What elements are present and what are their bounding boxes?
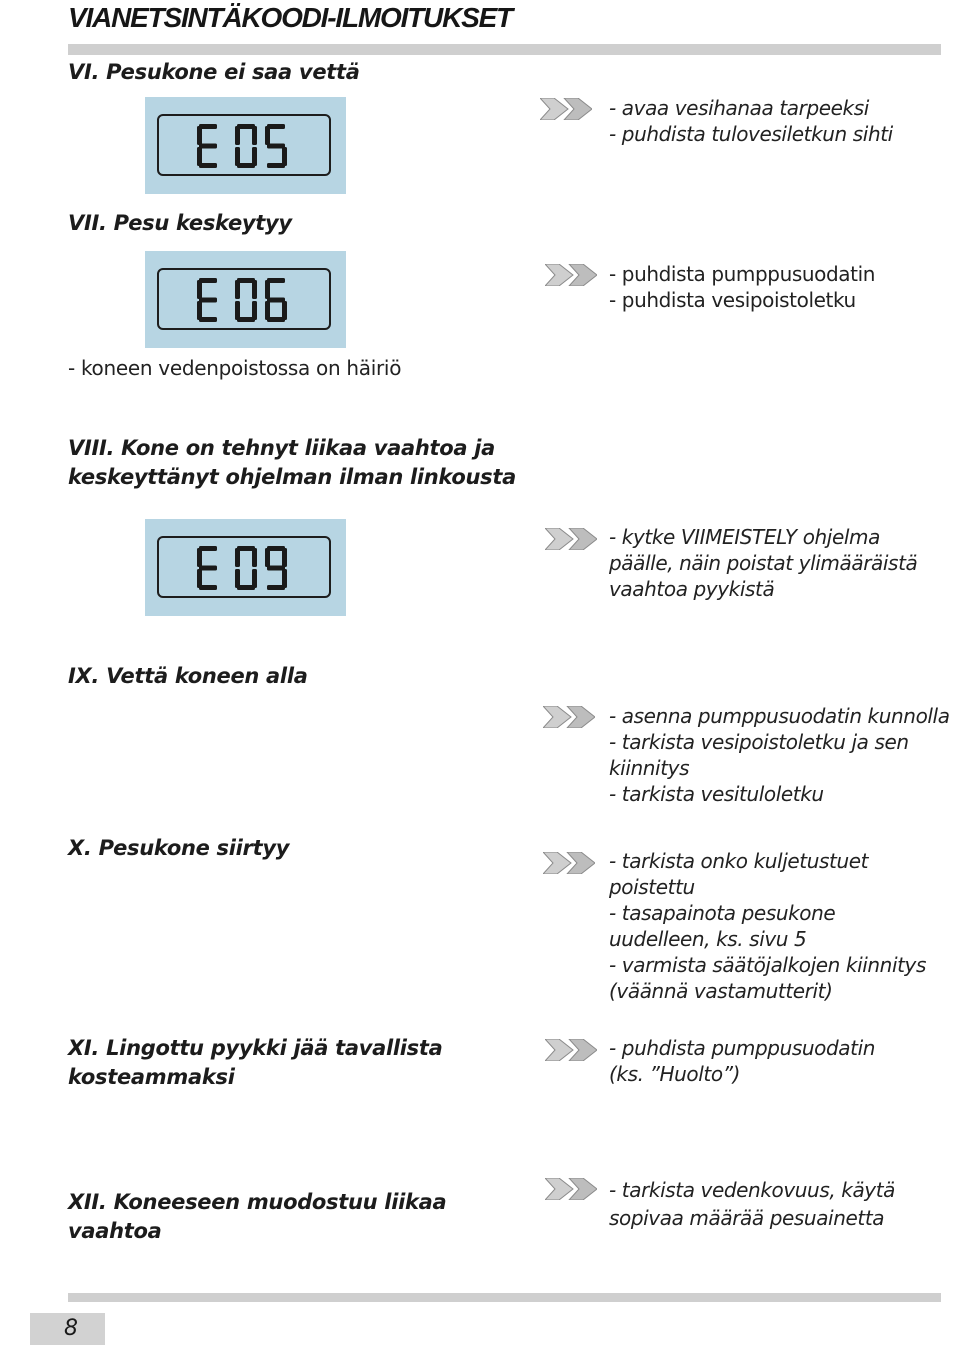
- lcd-segment: [282, 548, 287, 567]
- lcd-digits: [145, 519, 346, 616]
- action-line: vaahtoa pyykistä: [609, 577, 775, 601]
- section-viii-actions: [609, 524, 917, 602]
- heading-line: keskeyttänyt ohjelman ilman linkousta: [68, 465, 516, 489]
- section-xi-heading: [68, 1034, 443, 1092]
- section-x-heading: X. Pesukone siirtyy: [68, 836, 290, 860]
- section-vi-actions: [609, 95, 893, 147]
- section-ix-actions: [609, 703, 950, 807]
- error-display-e09: [145, 519, 346, 616]
- action-line: - asenna pumppusuodatin kunnolla: [609, 704, 950, 728]
- double-arrow-icon: [540, 98, 592, 120]
- lcd-segment: [265, 280, 270, 299]
- lcd-segment: [197, 548, 202, 567]
- error-display-e05: [145, 97, 346, 194]
- lcd-segment: [199, 298, 217, 303]
- action-line: - avaa vesihanaa tarpeeksi: [609, 96, 869, 120]
- double-arrow-icon: [545, 264, 597, 286]
- action-line: uudelleen, ks. sivu 5: [609, 927, 807, 951]
- section-ix-heading: IX. Vettä koneen alla: [68, 664, 308, 688]
- lcd-segment: [197, 301, 202, 320]
- heading-line: VIII. Kone on tehnyt liikaa vaahtoa ja: [68, 436, 496, 460]
- section-xii-actions: [609, 1176, 895, 1232]
- action-line: - puhdista tulovesiletkun sihti: [609, 122, 893, 146]
- error-display-e06: [145, 251, 346, 348]
- lcd-segment: [267, 163, 285, 168]
- action-line: - kytke VIIMEISTELY ohjelma: [609, 525, 880, 549]
- lcd-segment: [235, 301, 240, 320]
- lcd-segment: [197, 147, 202, 166]
- action-line: (ks. ”Huolto”): [609, 1062, 741, 1086]
- page-title: VIANETSINTÄKOODI-ILMOITUKSET: [68, 2, 512, 33]
- action-line: sopivaa määrää pesuainetta: [609, 1206, 885, 1230]
- action-line: poistettu: [609, 875, 695, 899]
- section-xi-actions: [609, 1035, 875, 1087]
- action-line: - tarkista vesituloletku: [609, 782, 824, 806]
- lcd-segment: [267, 585, 285, 590]
- action-line: - puhdista vesipoistoletku: [609, 288, 856, 312]
- lcd-segment: [199, 566, 217, 571]
- action-line: kiinnitys: [609, 756, 690, 780]
- lcd-segment: [235, 147, 240, 166]
- lcd-segment: [252, 280, 257, 299]
- lcd-segment: [252, 548, 257, 567]
- lcd-segment: [235, 126, 240, 145]
- double-arrow-icon: [545, 528, 597, 550]
- lcd-segment: [197, 126, 202, 145]
- lcd-segment: [265, 548, 270, 567]
- action-line: päälle, näin poistat ylimääräistä: [609, 551, 918, 575]
- lcd-segment: [199, 144, 217, 149]
- double-arrow-icon: [543, 706, 595, 728]
- lcd-segment: [265, 126, 270, 145]
- action-line: - tarkista vedenkovuus, käytä: [609, 1178, 896, 1202]
- heading-line: XII. Koneeseen muodostuu liikaa: [68, 1190, 447, 1214]
- action-line: - puhdista pumppusuodatin: [609, 1036, 876, 1060]
- double-arrow-icon: [545, 1178, 597, 1200]
- lcd-digits: [145, 97, 346, 194]
- lcd-segment: [197, 280, 202, 299]
- action-line: (väännä vastamutterit): [609, 979, 833, 1003]
- heading-line: XI. Lingottu pyykki jää tavallista: [68, 1036, 443, 1060]
- lcd-segment: [235, 569, 240, 588]
- lcd-digits: [145, 251, 346, 348]
- action-line: - puhdista pumppusuodatin: [609, 262, 876, 286]
- section-vii-note: - koneen vedenpoistossa on häiriö: [68, 356, 402, 380]
- action-line: - tarkista onko kuljetustuet: [609, 849, 869, 873]
- heading-line: kosteammaksi: [68, 1065, 235, 1089]
- section-x-actions: [609, 848, 926, 1004]
- action-line: - tasapainota pesukone: [609, 901, 836, 925]
- lcd-segment: [235, 280, 240, 299]
- lcd-segment: [265, 301, 270, 320]
- double-arrow-icon: [543, 852, 595, 874]
- section-viii-heading: [68, 434, 516, 492]
- double-arrow-icon: [545, 1039, 597, 1061]
- section-vii-heading: VII. Pesu keskeytyy: [68, 211, 292, 235]
- action-line: - varmista säätöjalkojen kiinnitys: [609, 953, 926, 977]
- action-line: - tarkista vesipoistoletku ja sen: [609, 730, 909, 754]
- lcd-segment: [267, 144, 285, 149]
- lcd-segment: [267, 566, 285, 571]
- page-number: 8: [30, 1313, 105, 1345]
- bottom-rule: [68, 1293, 941, 1302]
- section-xii-heading: [68, 1188, 446, 1246]
- top-rule: [68, 44, 941, 55]
- heading-line: vaahtoa: [68, 1219, 162, 1243]
- lcd-segment: [267, 298, 285, 303]
- section-vii-actions: [609, 261, 875, 313]
- section-vi-heading: VI. Pesukone ei saa vettä: [68, 60, 360, 84]
- lcd-segment: [235, 548, 240, 567]
- lcd-segment: [197, 569, 202, 588]
- lcd-segment: [252, 126, 257, 145]
